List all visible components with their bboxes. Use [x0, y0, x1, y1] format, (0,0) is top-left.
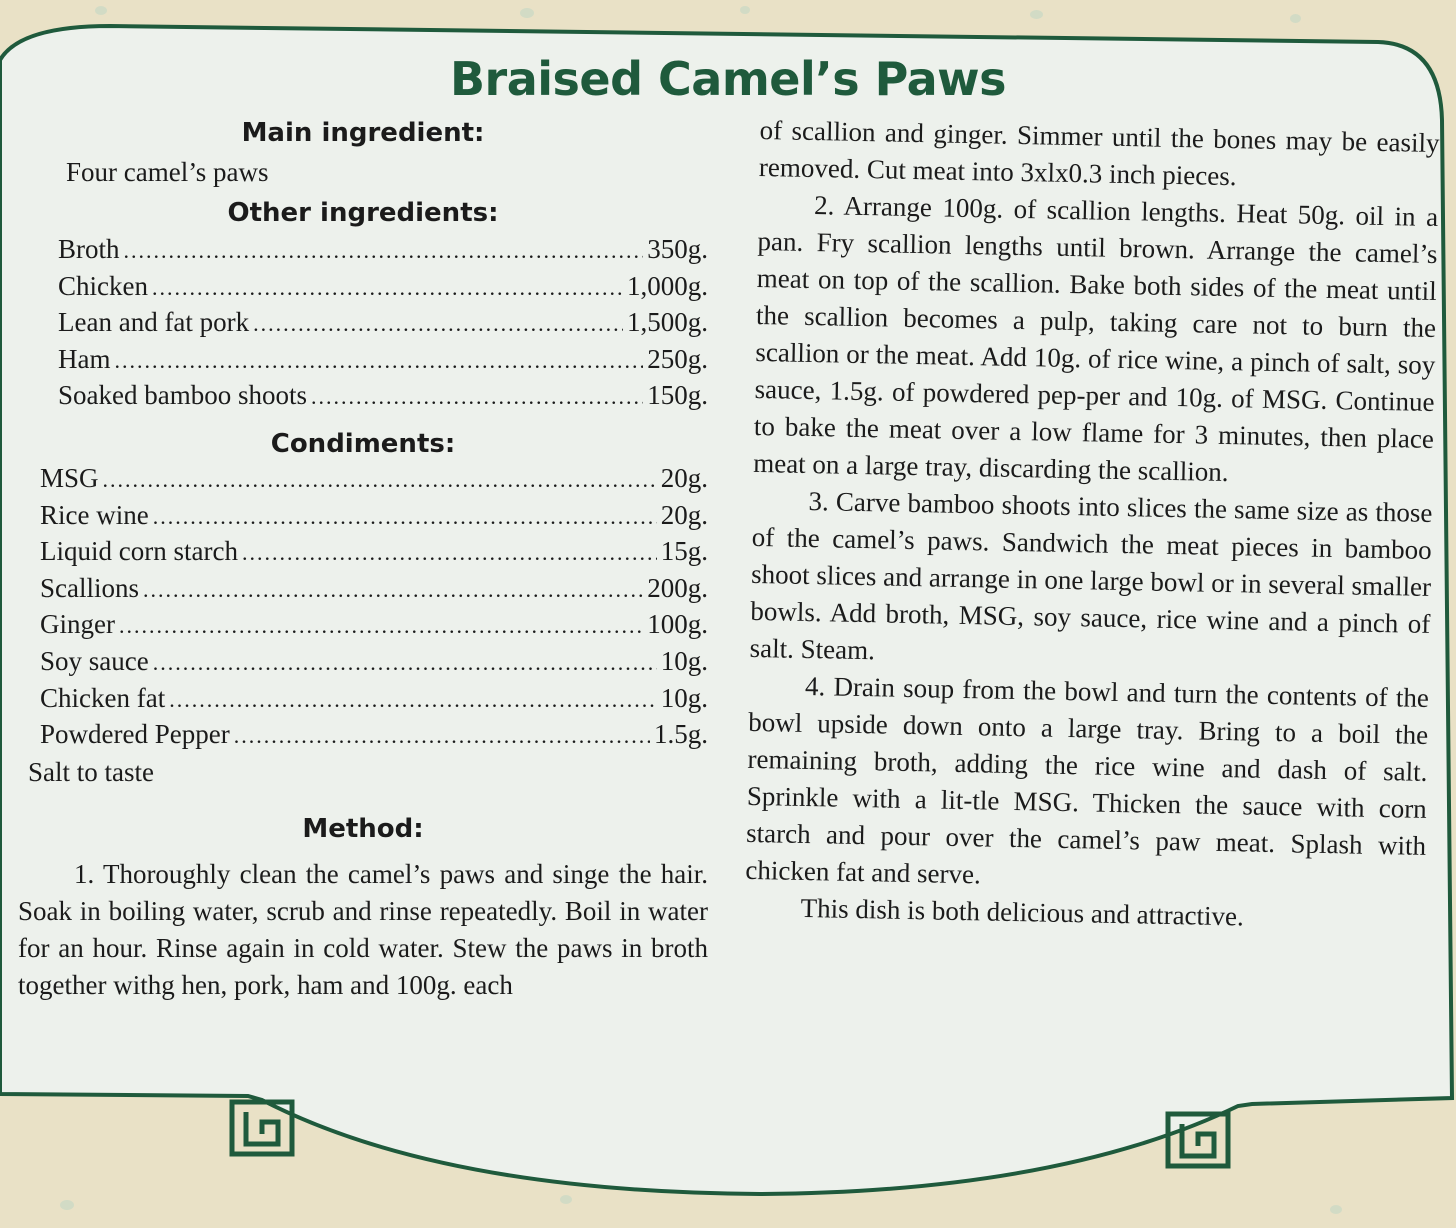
condiment-name: Scallions: [40, 572, 139, 603]
dot-leader: [311, 380, 643, 415]
method-step-2: 2. Arrange 100g. of scallion lengths. Heat 50g. oil in a pan. Fry scallion lengths until brown. Arrange the camel’s meat on top of the scallion. Bake both sides of the meat until the scallion becomes a pulp, taking care not to burn the scallion or the meat. Add 10g. of rice wine, a pinch of salt, soy sauce, 1.5g. of powdered pep-per and 10g. of MSG. Continue to bake the meat over a low flame for 3 minutes, then place meat on a large tray, discarding the scallion.: [752, 190, 1439, 488]
ingredient-name: Lean and fat pork: [58, 307, 250, 338]
condiment-name: Ginger: [40, 609, 115, 640]
condiment-name: Soy sauce: [40, 645, 149, 676]
method-step-4: 4. Drain soup from the bowl and turn the contents of the bowl upside down onto a large tray. Bring to a boil the remaining broth, adding the rice wine and dash of salt. Sprinkle with a lit-tle MSG. Thicken the sauce with corn starch and pour over the camel’s paw meat. Splash with chicken fat and serve.: [745, 670, 1430, 890]
right-column: [744, 112, 1440, 939]
condiment-qty: 10g.: [660, 682, 708, 713]
condiment-row: [40, 534, 708, 571]
condiment-qty: 10g.: [660, 645, 708, 676]
ingredient-row: [58, 269, 708, 306]
condiment-qty: 20g.: [660, 499, 708, 530]
ingredient-qty: 1,500g.: [627, 307, 708, 338]
ingredient-qty: 250g.: [647, 343, 708, 374]
condiment-qty: 1.5g.: [654, 719, 708, 750]
main-ingredient-text: Four camel’s paws: [66, 157, 269, 187]
left-column: [18, 118, 708, 1004]
salt-note: Salt to taste: [28, 756, 154, 787]
dot-leader: [119, 609, 643, 644]
ingredient-qty: 150g.: [647, 380, 708, 411]
closing-line: This dish is both delicious and attractive.: [800, 892, 1245, 932]
condiment-qty: 200g.: [647, 572, 708, 603]
dot-leader: [152, 271, 623, 306]
ingredient-row: [58, 232, 708, 269]
condiment-row: [40, 681, 708, 718]
method-step-3: 3. Carve bamboo shoots into slices the same size as those of the camel’s paws. Sandwich the meat pieces in bamboo shoot slices and arrange in one large bowl or in several smaller bowls. Add broth, MSG, soy sauce, rice wine and a pinch of salt. Steam.: [749, 486, 1433, 666]
dot-leader: [242, 536, 657, 571]
condiment-row: [40, 644, 708, 681]
condiment-name: MSG: [40, 462, 99, 493]
condiment-row: [40, 461, 708, 498]
dot-leader: [153, 646, 657, 681]
dot-leader: [169, 683, 657, 718]
condiments-list: [18, 461, 708, 754]
dot-leader: [103, 463, 657, 498]
ingredient-name: Soaked bamboo shoots: [58, 380, 307, 411]
main-ingredient-heading: Main ingredient:: [241, 118, 485, 148]
condiment-name: Liquid corn starch: [40, 536, 238, 567]
condiment-row: [40, 571, 708, 608]
condiment-name: Powdered Pepper: [40, 719, 230, 750]
ingredient-row: [58, 342, 708, 379]
dot-leader: [153, 500, 657, 535]
condiment-row: [40, 717, 708, 754]
other-ingredients-heading: Other ingredients:: [227, 198, 499, 228]
method-step-1: 1. Thoroughly clean the camel’s paws and singe the hair. Soak in boiling water, scrub and rinse repeatedly. Boil in water for an hour. Rinse again in cold water. Stew the paws in broth together withg hen, pork, ham and 100g. each: [18, 858, 708, 1000]
dot-leader: [124, 234, 644, 269]
ingredient-qty: 350g.: [647, 234, 708, 264]
condiments-heading: Condiments:: [270, 428, 456, 459]
dot-leader: [114, 344, 643, 379]
method-heading: Method:: [302, 813, 424, 844]
condiment-qty: 20g.: [660, 462, 708, 493]
method-step-1-continued: of scallion and ginger. Simmer until the bones may be easily removed. Cut meat into 3xlx0.3 inch pieces.: [758, 114, 1440, 192]
ingredient-row: [58, 378, 708, 415]
condiment-qty: 15g.: [660, 536, 708, 567]
ingredient-qty: 1,000g.: [627, 270, 708, 301]
ingredient-name: Broth: [58, 234, 120, 264]
ingredient-name: Chicken: [58, 270, 148, 301]
ingredient-name: Ham: [58, 343, 111, 374]
condiment-name: Rice wine: [40, 499, 149, 530]
condiment-row: [40, 607, 708, 644]
condiment-row: [40, 498, 708, 535]
page-title: Braised Camel’s Paws: [449, 52, 1007, 106]
condiment-name: Chicken fat: [40, 682, 166, 713]
dot-leader: [234, 719, 650, 754]
dot-leader: [143, 573, 643, 608]
other-ingredients-list: [18, 232, 708, 415]
ingredient-row: [58, 305, 708, 342]
condiment-qty: 100g.: [647, 609, 708, 640]
dot-leader: [253, 307, 623, 342]
